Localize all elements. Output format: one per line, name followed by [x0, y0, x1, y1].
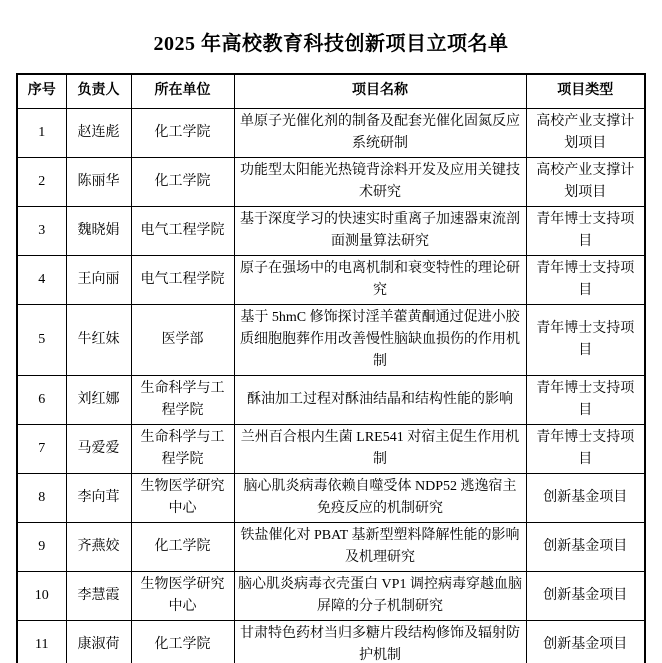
- table-row: [17, 473, 645, 522]
- cell-project-type: 青年博士支持项目: [526, 206, 645, 255]
- header-row: [17, 74, 645, 108]
- table-header: [17, 74, 645, 108]
- column-header: 所在单位: [131, 74, 234, 108]
- table-row: [17, 620, 645, 663]
- cell-unit: 化工学院: [131, 620, 234, 663]
- cell-leader: 赵连彪: [66, 108, 131, 157]
- cell-project-name: 兰州百合根内生菌 LRE541 对宿主促生作用机制: [234, 424, 526, 473]
- cell-project-name: 原子在强场中的电离机制和衰变特性的理论研究: [234, 255, 526, 304]
- cell-unit: 电气工程学院: [131, 255, 234, 304]
- cell-leader: 李向茸: [66, 473, 131, 522]
- cell-project-name: 酥油加工过程对酥油结晶和结构性能的影响: [234, 375, 526, 424]
- table-row: [17, 304, 645, 375]
- column-header: 项目类型: [526, 74, 645, 108]
- cell-project-name: 脑心肌炎病毒衣壳蛋白 VP1 调控病毒穿越血脑屏障的分子机制研究: [234, 571, 526, 620]
- cell-project-type: 创新基金项目: [526, 522, 645, 571]
- cell-project-type: 创新基金项目: [526, 620, 645, 663]
- cell-no: 11: [17, 620, 66, 663]
- cell-leader: 康淑荷: [66, 620, 131, 663]
- page-title: 2025 年高校教育科技创新项目立项名单: [153, 33, 509, 55]
- cell-no: 7: [17, 424, 66, 473]
- cell-leader: 李慧霞: [66, 571, 131, 620]
- table-row: [17, 375, 645, 424]
- cell-leader: 刘红娜: [66, 375, 131, 424]
- cell-project-name: 脑心肌炎病毒依赖自噬受体 NDP52 逃逸宿主免疫反应的机制研究: [234, 473, 526, 522]
- cell-no: 5: [17, 304, 66, 375]
- cell-unit: 电气工程学院: [131, 206, 234, 255]
- cell-no: 8: [17, 473, 66, 522]
- cell-no: 6: [17, 375, 66, 424]
- column-header: 负责人: [66, 74, 131, 108]
- cell-project-name: 铁盐催化对 PBAT 基新型塑料降解性能的影响及机理研究: [234, 522, 526, 571]
- cell-unit: 化工学院: [131, 522, 234, 571]
- table-row: [17, 255, 645, 304]
- cell-project-name: 功能型太阳能光热镜背涂料开发及应用关键技术研究: [234, 157, 526, 206]
- cell-no: 2: [17, 157, 66, 206]
- cell-project-type: 青年博士支持项目: [526, 304, 645, 375]
- table-row: [17, 424, 645, 473]
- cell-leader: 魏晓娟: [66, 206, 131, 255]
- cell-unit: 生命科学与工程学院: [131, 375, 234, 424]
- table-row: [17, 108, 645, 157]
- table-row: [17, 157, 645, 206]
- cell-leader: 马爱爱: [66, 424, 131, 473]
- column-header: 序号: [17, 74, 66, 108]
- column-header: 项目名称: [234, 74, 526, 108]
- cell-leader: 牛红妹: [66, 304, 131, 375]
- cell-no: 9: [17, 522, 66, 571]
- cell-no: 4: [17, 255, 66, 304]
- cell-leader: 王向丽: [66, 255, 131, 304]
- cell-no: 10: [17, 571, 66, 620]
- cell-unit: 化工学院: [131, 108, 234, 157]
- cell-unit: 生物医学研究中心: [131, 571, 234, 620]
- cell-project-type: 创新基金项目: [526, 571, 645, 620]
- cell-leader: 陈丽华: [66, 157, 131, 206]
- cell-project-type: 高校产业支撑计划项目: [526, 157, 645, 206]
- table-body: [17, 108, 645, 663]
- projects-table: [16, 73, 646, 663]
- table-row: [17, 522, 645, 571]
- cell-unit: 生命科学与工程学院: [131, 424, 234, 473]
- cell-project-type: 青年博士支持项目: [526, 255, 645, 304]
- cell-project-type: 青年博士支持项目: [526, 424, 645, 473]
- cell-unit: 生物医学研究中心: [131, 473, 234, 522]
- table-row: [17, 206, 645, 255]
- cell-project-name: 基于深度学习的快速实时重离子加速器束流剖面测量算法研究: [234, 206, 526, 255]
- cell-unit: 医学部: [131, 304, 234, 375]
- cell-project-name: 甘肃特色药材当归多糖片段结构修饰及辐射防护机制: [234, 620, 526, 663]
- cell-leader: 齐燕姣: [66, 522, 131, 571]
- cell-no: 3: [17, 206, 66, 255]
- cell-project-name: 单原子光催化剂的制备及配套光催化固氮反应系统研制: [234, 108, 526, 157]
- cell-project-type: 高校产业支撑计划项目: [526, 108, 645, 157]
- cell-project-type: 创新基金项目: [526, 473, 645, 522]
- cell-no: 1: [17, 108, 66, 157]
- cell-project-name: 基于 5hmC 修饰探讨淫羊藿黄酮通过促进小胶质细胞胞葬作用改善慢性脑缺血损伤的作用机制: [234, 304, 526, 375]
- cell-project-type: 青年博士支持项目: [526, 375, 645, 424]
- table-row: [17, 571, 645, 620]
- cell-unit: 化工学院: [131, 157, 234, 206]
